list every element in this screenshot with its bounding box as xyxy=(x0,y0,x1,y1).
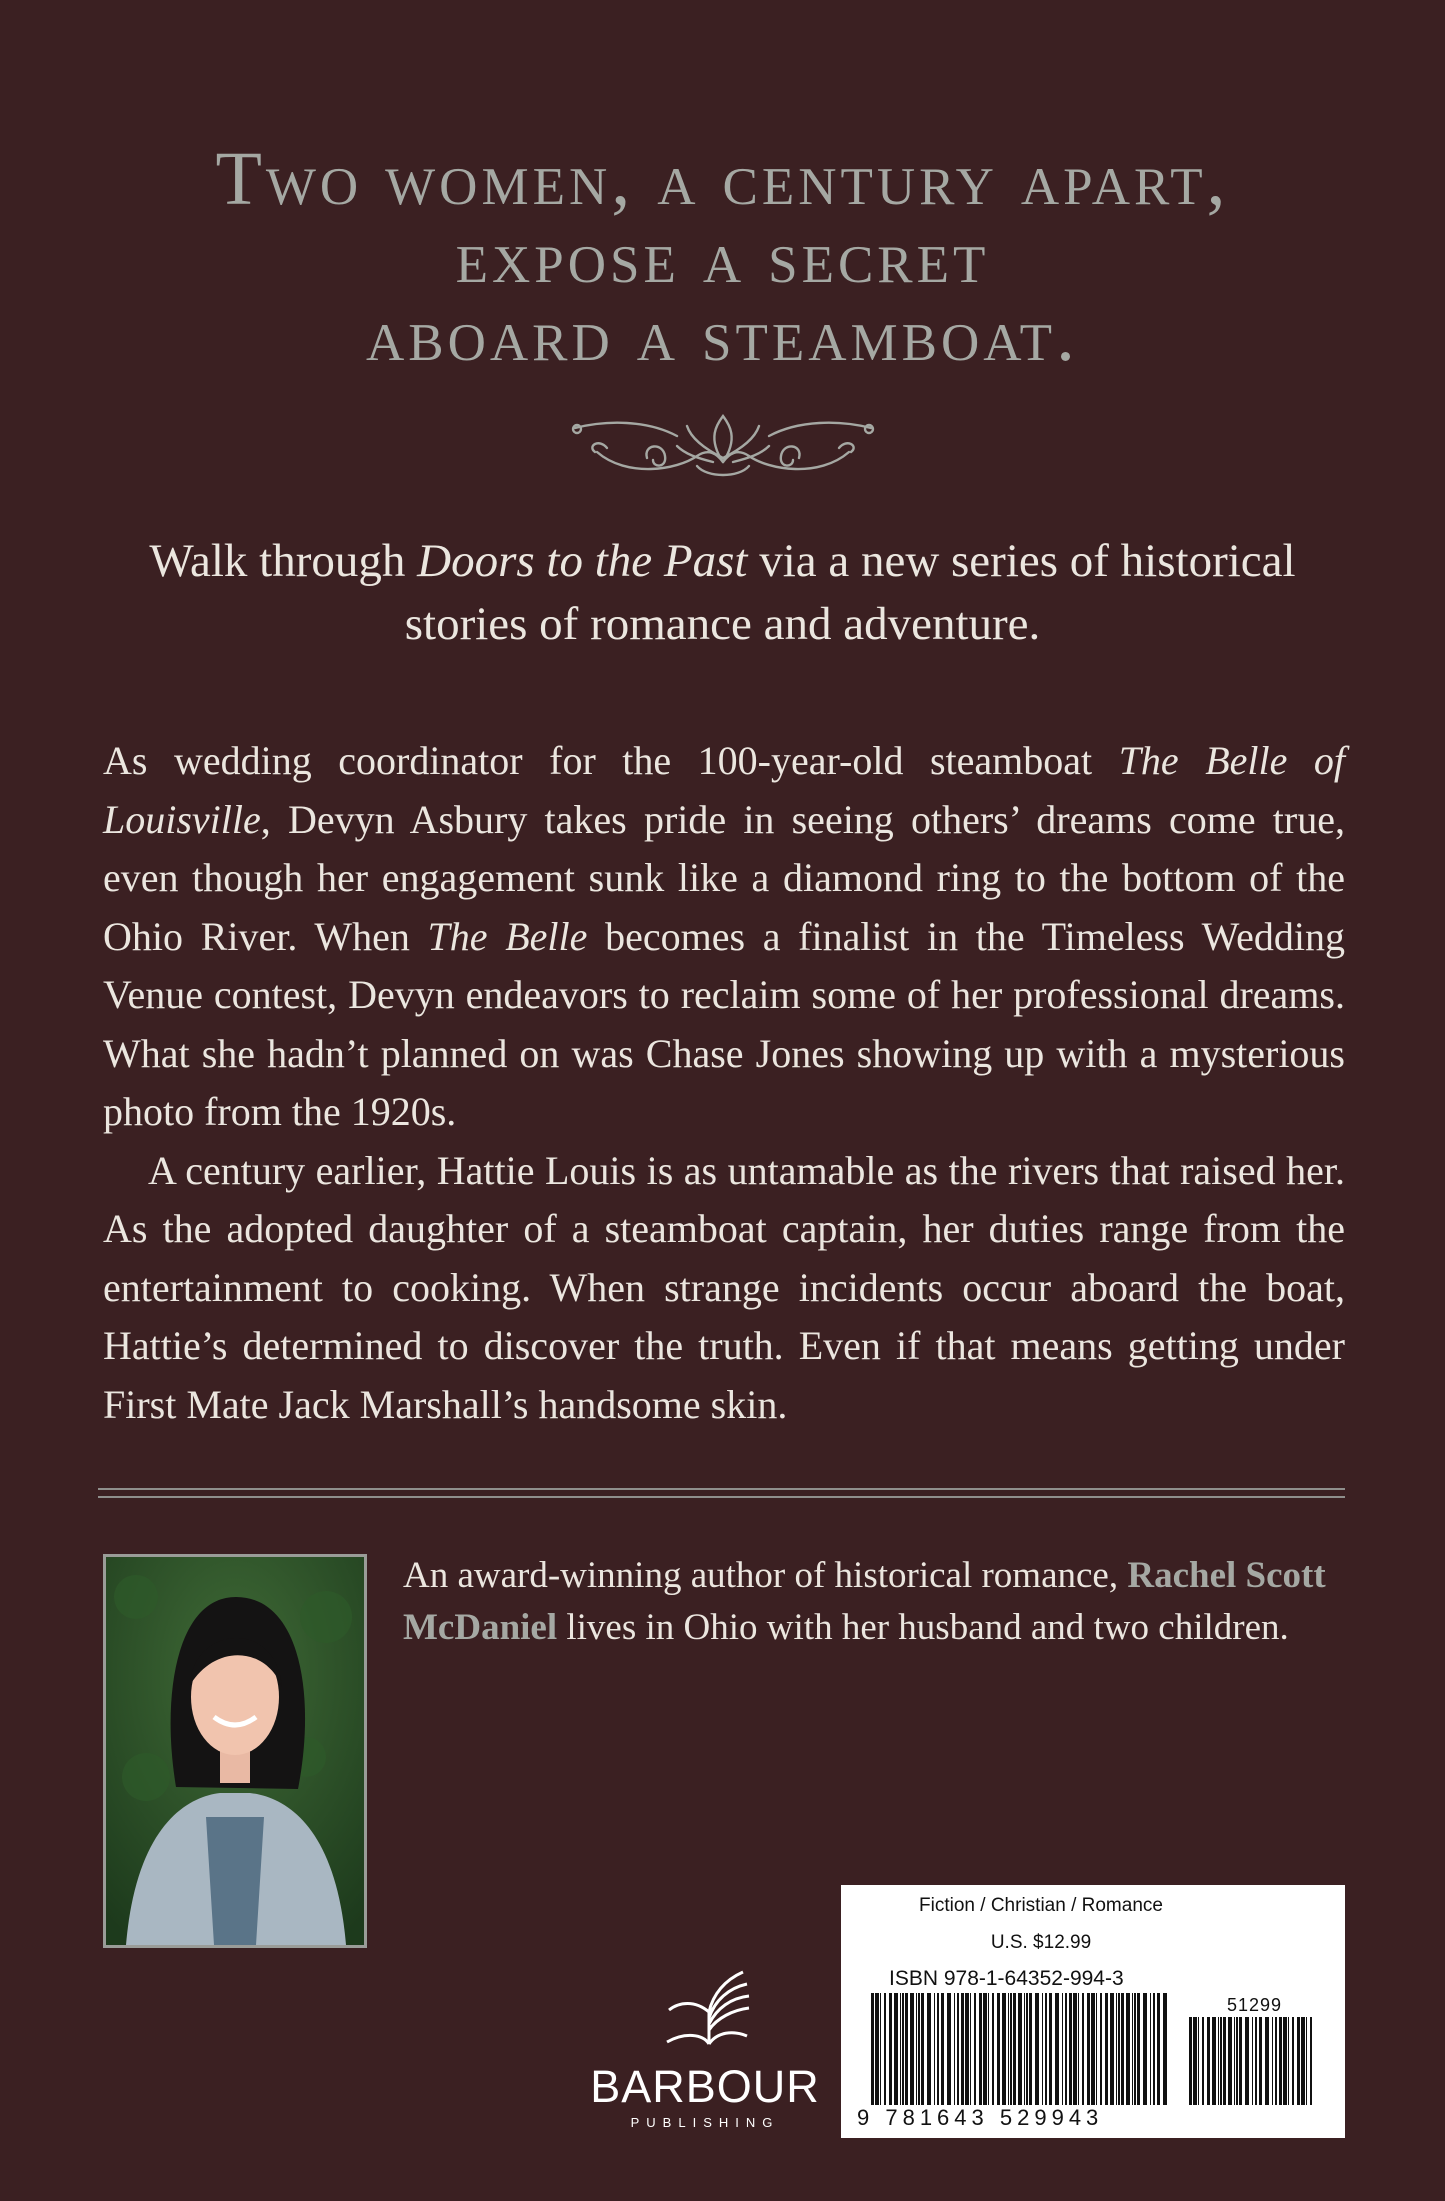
barcode-label xyxy=(841,1885,1345,2138)
blurb-text: becomes a finalist in the Timeless Wedding Venue contest, Devyn endeavors to reclaim some of her professional dreams. What she hadn’t planned on was Chase Jones showing up with a mysterious photo from the 1920s. xyxy=(103,913,1346,1134)
barcode-bar xyxy=(961,1993,964,2105)
barcode-bar xyxy=(1157,1993,1160,2105)
barcode-bar xyxy=(1143,1993,1147,2105)
isbn-number: ISBN 978-1-64352-994-3 xyxy=(889,1967,1124,1990)
barcode-bar xyxy=(1024,1993,1025,2105)
blurb-text: , Devyn Asbury takes pride in seeing others’ dreams come true, even though her engagement sunk like a diamond ring to the bottom of the Ohio River. When xyxy=(103,796,1345,959)
barcode-bar xyxy=(1065,1993,1067,2105)
tagline-text-end: via a new series of historical stories of romance and adventure. xyxy=(404,535,1296,650)
publisher-subtitle: PUBLISHING xyxy=(630,2115,780,2130)
publisher-name: BARBOUR xyxy=(590,2061,820,2112)
barcode-bar xyxy=(905,1993,908,2105)
barcode-bar xyxy=(1045,1993,1047,2105)
barcode-bar xyxy=(1082,1993,1084,2105)
barcode-bar xyxy=(921,1993,924,2105)
barcode-bar xyxy=(1010,1993,1012,2105)
barcode-bar xyxy=(880,1993,881,2105)
barcode-bar xyxy=(1301,2017,1305,2105)
price-barcode xyxy=(1189,2017,1319,2105)
barcode-bar xyxy=(1239,2017,1242,2105)
barcode-bar xyxy=(974,1993,976,2105)
barcode-bar xyxy=(1042,1993,1043,2105)
barcode-bar xyxy=(997,1993,1000,2105)
barcode-bar xyxy=(934,1993,935,2105)
barcode-bar xyxy=(1091,1993,1095,2105)
barcode-bar xyxy=(1292,2017,1294,2105)
blurb-paragraph-2: A century earlier, Hattie Louis is as untamable as the rivers that raised her. As the adopted daughter of a steamboat captain, her duties range from the entertainment to cooking. When strange incidents occur aboard the boat, Hattie’s determined to discover the truth. Even if that means getting under First Mate Jack Marshall’s handsome skin. xyxy=(103,1147,1345,1427)
barcode-bar xyxy=(957,1993,959,2105)
barcode-bar xyxy=(875,1993,879,2105)
barcode-bar xyxy=(988,1993,989,2105)
barcode-bar xyxy=(1078,1993,1079,2105)
book-price: U.S. $12.99 xyxy=(990,1932,1092,1953)
barcode-bar xyxy=(992,1993,994,2105)
barcode-bar xyxy=(1265,2017,1269,2105)
flourish-ornament-icon xyxy=(567,408,879,488)
barcode-bar xyxy=(1212,2017,1216,2105)
book-pages-icon xyxy=(655,1960,755,2052)
barcode-bar xyxy=(1236,2017,1238,2105)
barcode-bar xyxy=(1234,2017,1235,2105)
barcode-bar xyxy=(954,1993,955,2105)
barcode-bar xyxy=(1069,1993,1072,2105)
barcode-bar xyxy=(1220,2017,1222,2105)
barcode-bar xyxy=(1310,2017,1312,2105)
series-title: Doors to the Past xyxy=(417,535,748,587)
barcode-bar xyxy=(902,1993,904,2105)
barcode-bar xyxy=(1096,1993,1097,2105)
barcode-bar xyxy=(1223,2017,1226,2105)
author-photo xyxy=(103,1554,367,1948)
barcode-bar xyxy=(1049,1993,1052,2105)
barcode-bar xyxy=(1105,1993,1108,2105)
barcode-bar xyxy=(1198,2017,1199,2105)
story-blurb xyxy=(103,732,1345,1434)
price-code: 51299 xyxy=(1227,1995,1283,2015)
headline-line-3: aboard a steamboat. xyxy=(365,293,1080,377)
barcode-bar xyxy=(1306,2017,1307,2105)
double-rule-divider xyxy=(98,1488,1345,1500)
barcode-bar xyxy=(970,1993,971,2105)
publisher-logo xyxy=(590,1960,820,2140)
barcode-bar xyxy=(1118,1993,1120,2105)
author-bio xyxy=(403,1550,1345,1654)
barcode-bar xyxy=(1297,2017,1300,2105)
barcode-bar xyxy=(965,1993,969,2105)
boat-name: The Belle of Louisville xyxy=(103,738,1346,842)
blurb-paragraph-1 xyxy=(103,732,1345,1142)
blurb-text: As wedding coordinator for the 100-year-old steamboat xyxy=(103,738,1119,783)
boat-short-name: The Belle xyxy=(427,913,588,959)
barcode-bar xyxy=(1126,1993,1130,2105)
barcode-bar xyxy=(1272,2017,1273,2105)
barcode-bar xyxy=(918,1993,920,2105)
barcode-bar xyxy=(1153,1993,1155,2105)
barcode-bar xyxy=(979,1993,982,2105)
barcode-bar xyxy=(1026,1993,1028,2105)
barcode-bar xyxy=(900,1993,901,2105)
barcode-bar xyxy=(1137,1993,1140,2105)
barcode-bar xyxy=(1062,1993,1063,2105)
barcode-bar xyxy=(894,1993,898,2105)
tagline-text: Walk through xyxy=(149,535,418,587)
barcode-bar xyxy=(1002,1993,1006,2105)
barcode-bar xyxy=(937,1993,939,2105)
barcode-bar xyxy=(1008,1993,1009,2105)
barcode-bar xyxy=(1073,1993,1077,2105)
barcode-bar xyxy=(1035,1993,1039,2105)
barcode-bar xyxy=(1252,2017,1253,2105)
author-name: Rachel Scott McDaniel xyxy=(403,1555,1326,1648)
headline xyxy=(0,137,1445,377)
book-category: Fiction / Christian / Romance xyxy=(919,1895,1163,1916)
barcode-bar xyxy=(1259,2017,1262,2105)
barcode-bar xyxy=(1207,2017,1210,2105)
barcode-bar xyxy=(916,1993,917,2105)
barcode-bar xyxy=(1110,1993,1114,2105)
barcode-bar xyxy=(1228,2017,1232,2105)
barcode-bar xyxy=(1245,2017,1249,2105)
barcode-bar xyxy=(1018,1993,1022,2105)
barcode-bar xyxy=(1163,1993,1167,2105)
barcode-bar xyxy=(910,1993,914,2105)
barcode-bar xyxy=(1218,2017,1219,2105)
barcode-bar xyxy=(1029,1993,1032,2105)
bio-text: An award-winning author of historical romance, xyxy=(403,1555,1128,1596)
barcode-bar xyxy=(1189,2017,1192,2105)
barcode-bar xyxy=(1288,2017,1289,2105)
barcode-bar xyxy=(1279,2017,1282,2105)
barcode-bar xyxy=(1087,1993,1090,2105)
barcode-bar xyxy=(1193,2017,1197,2105)
barcode-bar xyxy=(1134,1993,1136,2105)
barcode-bar xyxy=(1055,1993,1059,2105)
barcode-bar xyxy=(927,1993,931,2105)
barcode-bar xyxy=(1150,1993,1151,2105)
headline-line-1: Two women, a century apart, xyxy=(215,137,1230,221)
barcode-bar xyxy=(1013,1993,1016,2105)
series-tagline xyxy=(120,530,1325,656)
barcode-bar xyxy=(1100,1993,1102,2105)
barcode-bar xyxy=(1132,1993,1133,2105)
barcode-bar xyxy=(1283,2017,1287,2105)
barcode-bar xyxy=(871,1993,874,2105)
barcode-bar xyxy=(941,1993,944,2105)
barcode-bar xyxy=(1202,2017,1204,2105)
barcode-digits: 9 781643 529943 xyxy=(857,2105,1104,2130)
isbn-barcode xyxy=(871,1993,1171,2105)
bio-text-end: lives in Ohio with her husband and two children. xyxy=(557,1607,1289,1648)
barcode-bar xyxy=(1116,1993,1117,2105)
barcode-bar xyxy=(1275,2017,1277,2105)
barcode-bar xyxy=(884,1993,886,2105)
barcode-bar xyxy=(1255,2017,1257,2105)
headline-line-2: expose a secret xyxy=(455,215,990,299)
barcode-bar xyxy=(1121,1993,1124,2105)
barcode-bar xyxy=(947,1993,951,2105)
barcode-bar xyxy=(983,1993,987,2105)
barcode-bar xyxy=(889,1993,892,2105)
